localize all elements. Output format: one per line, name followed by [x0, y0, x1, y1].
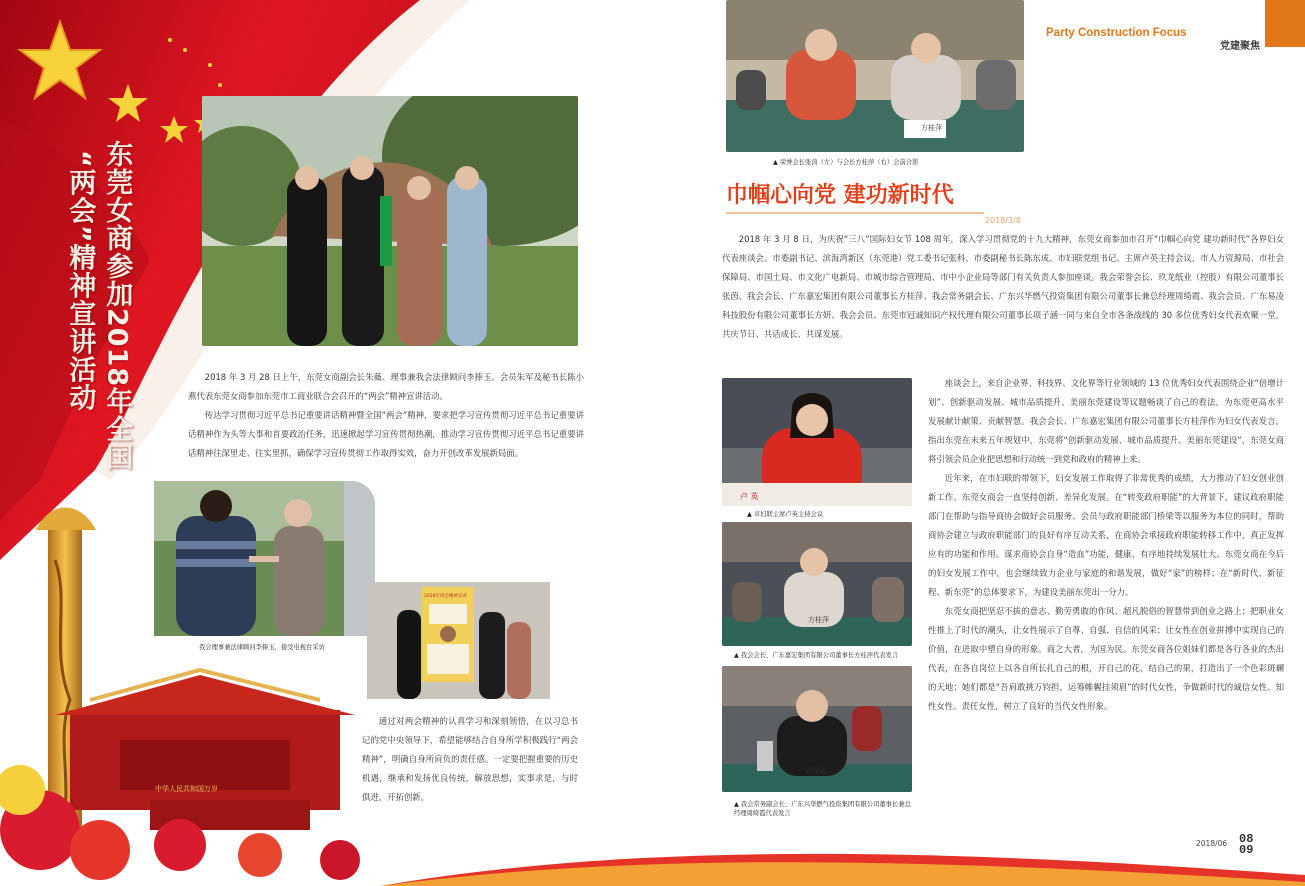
host-photo — [722, 378, 912, 506]
left-second-paragraph: 传达学习贯彻习近平总书记重要讲话精神暨全国“两会”精神，要求把学习宣传贯彻习近平总书记重要讲话精神作为头等大事和首要政治任务，迅速掀起学习宣传贯彻热潮，推动学习宣传贯彻习近平总书记重要讲话精神往深里走、往实里抓，确保学习宣传贯彻工作取得实效，奋力开创改革发展新局面。 — [188, 410, 584, 458]
page-numbers — [1239, 834, 1253, 856]
nameplate-top: 方桂萍 — [921, 124, 942, 132]
section-header-chinese: 党建聚焦 — [1220, 41, 1260, 52]
right-paragraph-3: 近年来，在市妇联的带领下，妇女发展工作取得了非常优秀的成绩，大力推动了妇女创业创新工作。东莞女商会一直坚持创新、差异化发展。在“转变政府职能”的大背景下，建议政府职能部门在帮助与指导商协会做好会员服务、会员与政府职能部门桥梁等以服务为本位的同时，帮助商协会建立与政府职能部门的良好有序互动关系，在商协会承接政府职能转移工作中，真正发挥应有的功能和作用。谋求商协会自身“造血”功能，健康、有序地持续发展壮大。东莞女商在今后的妇女发展工作中，也会继续致力企业与家庭的和谐发展，做好“家”的榜样；在“新时代、新征程、新东莞”的总体要求下，为建设美丽东莞出一分力。 — [928, 473, 1284, 597]
right-intro-text — [722, 230, 1284, 344]
gate-sign: 中华人民共和国万岁 — [155, 785, 218, 793]
right-paragraph-4: 东莞女商把坚忍不拔的意志、勤劳勇敢的作风、超凡脱俗的智慧带到创业之路上；把职业女性推上了时代的潮头，让女性展示了自尊、自强、自信的风采；让女性在创业拼搏中实现自己的价值，在进取中塑自身的形象。商之大者，为国为民。东莞女商各位姐妹们都是各行各业的杰出代表，在各自岗位上以各自所长扎自己的根，开自己的花，结自己的果，打造出了一个色彩斑斓的天地；她们都是“吾肩敢挑万钧担，运筹帷幄挂须眉”的时代女性，争做新时代的诚信女性、知性女性、责任女性，树立了良好的当代女性形象。 — [928, 606, 1284, 711]
left-closing-text — [362, 712, 578, 807]
speaker-3-caption: ▲ 我会常务副会长、广东兴华燃气投资集团有限公司董事长兼总经理周绮霞代表发言 — [734, 801, 911, 817]
right-paragraph-2: 座谈会上，来自企业界、科技界、文化界等行业领域的 13 位优秀妇女代表围绕企业“倍增计划”、创新驱动发展、城市品质提升、美丽东莞建设等议题畅谈了自己的看法，为东莞更高水平发展献计献策、贡献智慧。我会会长、广东嘉宏集团有限公司董事长方桂萍作为妇女代表发言，指出东莞在未来五年规划中，东莞将“创新驱动发展、城市品质提升、美丽东莞建设”，东莞女商将引领会员企业把思想和行动统一到党和政府的精神上来。 — [928, 378, 1284, 464]
nameplate-speaker-2: 方桂萍 — [808, 616, 829, 624]
interview-caption: 我会理事兼法律顾问李捧玉，接受电视台采访 — [199, 644, 325, 651]
speaker-photo-2 — [722, 522, 912, 646]
host-caption: ▲ 市妇联主席卢英主持会议 — [747, 511, 824, 518]
header-accent-block — [1265, 0, 1305, 47]
page-number-right: 09 — [1239, 843, 1254, 857]
left-closing-paragraph: 通过对两会精神的认真学习和深刻领悟，在以习总书记的党中央领导下，希望能够结合自身所学积极践行“两会精神”，明确自身所肩负的责任感。一定要把握重要的历史机遇，继承和发扬优良传统，解放思想，实事求是，与时俱进，开拓创新。 — [362, 716, 578, 802]
right-paragraph-1: 2018 年 3 月 8 日，为庆祝“三八”国际妇女节 108 周年，深入学习贯彻党的十九大精神，东莞女商参加市召开“巾帼心向党 建功新时代”各界妇女代表座谈会。市委副书记、滨海湾新区（东莞港）党工委书记张科、市委副秘书长陈东成、市妇联党组书记、主席卢英主持会议，市人力资源局、市社会保障局、市国土局、市文化广电新局、市城市综合管理局、市中小企业局等部门有关负责人参加座谈。我会荣誉会长、玖龙纸业（控股）有限公司董事长张茵、我会会长、广东嘉宏集团有限公司董事长方桂萍、我会常务副会长、广东兴华燃气投资集团有限公司董事长兼总经理周绮霞、我会会员、广东易凌科技股份有限公司董事长方妍、我会会员、东莞市冠诚知识产权代理有限公司董事长项子涵一同与来自全市各条战线的 30 多位优秀妇女代表欢聚一堂，共庆节日、共话成长、共谋发展。 — [722, 234, 1284, 339]
left-intro-paragraph: 2018 年 3 月 28 日上午，东莞女商副会长朱薇、理事兼我会法律顾问李捧玉、会员朱军及秘书长陈小燕代表东莞女商参加东莞市工商业联合会召开的“两会”精神宣讲活动。 — [188, 372, 584, 401]
issue-date: 2018/06 — [1196, 839, 1228, 848]
title-underline — [726, 210, 984, 216]
left-article-title-line2: “两会”精神宣讲活动 — [64, 150, 96, 412]
nameplate-host: 卢 英 — [740, 492, 759, 501]
top-photo-caption: ▲ 荣誉会长张茵（左）与会长方桂萍（右）会前合影 — [773, 159, 919, 166]
bottom-ribbon — [0, 820, 1305, 886]
speaker-2-caption: ▲ 我会会长、广东嘉宏集团有限公司董事长方桂萍代表发言 — [734, 652, 899, 659]
nameplate-speaker-3: 周绮霞 — [805, 767, 826, 775]
right-main-text — [928, 374, 1284, 716]
section-header-english: Party Construction Focus — [1046, 27, 1187, 39]
group-photo-outdoor — [202, 96, 578, 346]
right-article-title: 巾帼心向党 建功新时代 — [726, 183, 954, 208]
meeting-photo-top — [726, 0, 1024, 152]
article-date: 2018/3/8 — [985, 216, 1021, 225]
interview-photo — [154, 481, 375, 636]
board-label: 2018年两会精神宣讲 — [424, 594, 467, 599]
left-intro-text — [188, 368, 584, 463]
left-article-title-line1: 东莞女商参加2018年全国 — [101, 140, 133, 472]
page-number-left: 08 — [1239, 832, 1254, 846]
left-page — [0, 0, 652, 886]
